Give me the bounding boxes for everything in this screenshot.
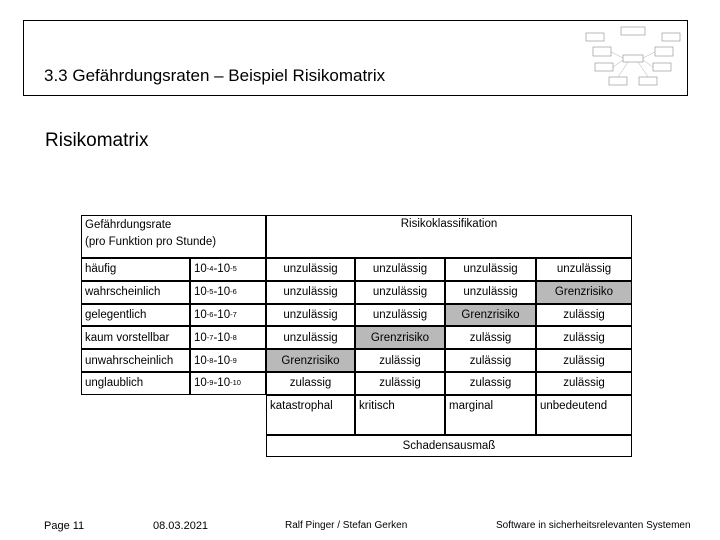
severity-label: kritisch xyxy=(355,395,445,435)
rate-range: 10 -6 -10 -7 xyxy=(190,304,266,327)
rate-label: häufig xyxy=(81,258,190,281)
rate-range: 10 -4 -10 -5 xyxy=(190,258,266,281)
risk-cell: Grenzrisiko xyxy=(536,281,632,304)
risk-matrix xyxy=(81,215,632,455)
rate-label: kaum vorstellbar xyxy=(81,326,190,349)
process-overview-thumbnail xyxy=(583,25,683,91)
risk-cell: Grenzrisiko xyxy=(355,326,445,349)
risk-cell: unzulässig xyxy=(266,326,355,349)
risk-cell: zulassig xyxy=(266,372,355,395)
risk-cell: zulässig xyxy=(445,326,536,349)
slide-title: 3.3 Gefährdungsraten – Beispiel Risikomatrix xyxy=(44,66,386,85)
section-subtitle: Risikomatrix xyxy=(45,130,149,151)
risk-cell: Grenzrisiko xyxy=(445,304,536,327)
rate-range-base-b: -10 xyxy=(213,377,231,390)
severity-label: unbedeutend xyxy=(536,395,632,435)
risk-cell: unzulässig xyxy=(266,281,355,304)
risk-cell: unzulässig xyxy=(355,304,445,327)
risk-cell: unzulässig xyxy=(355,258,445,281)
footer-authors: Ralf Pinger / Stefan Gerken xyxy=(285,520,408,531)
risk-cell: unzulässig xyxy=(536,258,632,281)
rate-range-base-b: -10 xyxy=(213,331,231,344)
rate-range-base-a: 10 xyxy=(194,354,207,367)
risk-cell: zulässig xyxy=(536,372,632,395)
rate-range-base-a: 10 xyxy=(194,263,207,276)
rate-range-base-a: 10 xyxy=(194,308,207,321)
risk-cell: Grenzrisiko xyxy=(266,349,355,372)
classification-header: Risikoklassifikation xyxy=(266,215,632,258)
footer-page: Page 11 xyxy=(44,520,85,532)
rate-range-base-b: -10 xyxy=(213,263,231,276)
risk-cell: unzulässig xyxy=(445,281,536,304)
rate-label: wahrscheinlich xyxy=(81,281,190,304)
rate-range-base-b: -10 xyxy=(213,286,231,299)
rate-range: 10 -8 -10 -9 xyxy=(190,349,266,372)
severity-label: marginal xyxy=(445,395,536,435)
rate-header-line2: (pro Funktion pro Stunde) xyxy=(85,236,217,248)
risk-cell: unzulässig xyxy=(355,281,445,304)
risk-cell: zulässig xyxy=(536,326,632,349)
risk-cell: unzulässig xyxy=(266,258,355,281)
risk-cell: unzulässig xyxy=(445,258,536,281)
rate-range: 10 -5 -10 -6 xyxy=(190,281,266,304)
rate-range-base-a: 10 xyxy=(194,286,207,299)
footer-date: 08.03.2021 xyxy=(153,520,209,532)
rate-range-base-b: -10 xyxy=(213,354,231,367)
severity-axis-label: Schadensausmaß xyxy=(266,435,632,457)
rate-range-base-b: -10 xyxy=(213,308,231,321)
rate-label: unwahrscheinlich xyxy=(81,349,190,372)
rate-label: unglaublich xyxy=(81,372,190,395)
rate-label: gelegentlich xyxy=(81,304,190,327)
rate-header-line1: Gefährdungsrate xyxy=(85,219,172,231)
rate-range-base-a: 10 xyxy=(194,377,207,390)
risk-cell: zulässig xyxy=(355,372,445,395)
risk-cell: zulassig xyxy=(445,372,536,395)
rate-range: 10 -7 -10 -8 xyxy=(190,326,266,349)
rate-header xyxy=(81,215,266,258)
risk-cell: zulässig xyxy=(536,304,632,327)
risk-cell: zulässig xyxy=(536,349,632,372)
footer-course: Software in sicherheitsrelevanten Systemen xyxy=(496,520,691,531)
rate-range: 10 -9 -10 -10 xyxy=(190,372,266,395)
risk-cell: zulässig xyxy=(445,349,536,372)
severity-label: katastrophal xyxy=(266,395,355,435)
risk-cell: unzulässig xyxy=(266,304,355,327)
risk-cell: zulässig xyxy=(355,349,445,372)
rate-range-base-a: 10 xyxy=(194,331,207,344)
